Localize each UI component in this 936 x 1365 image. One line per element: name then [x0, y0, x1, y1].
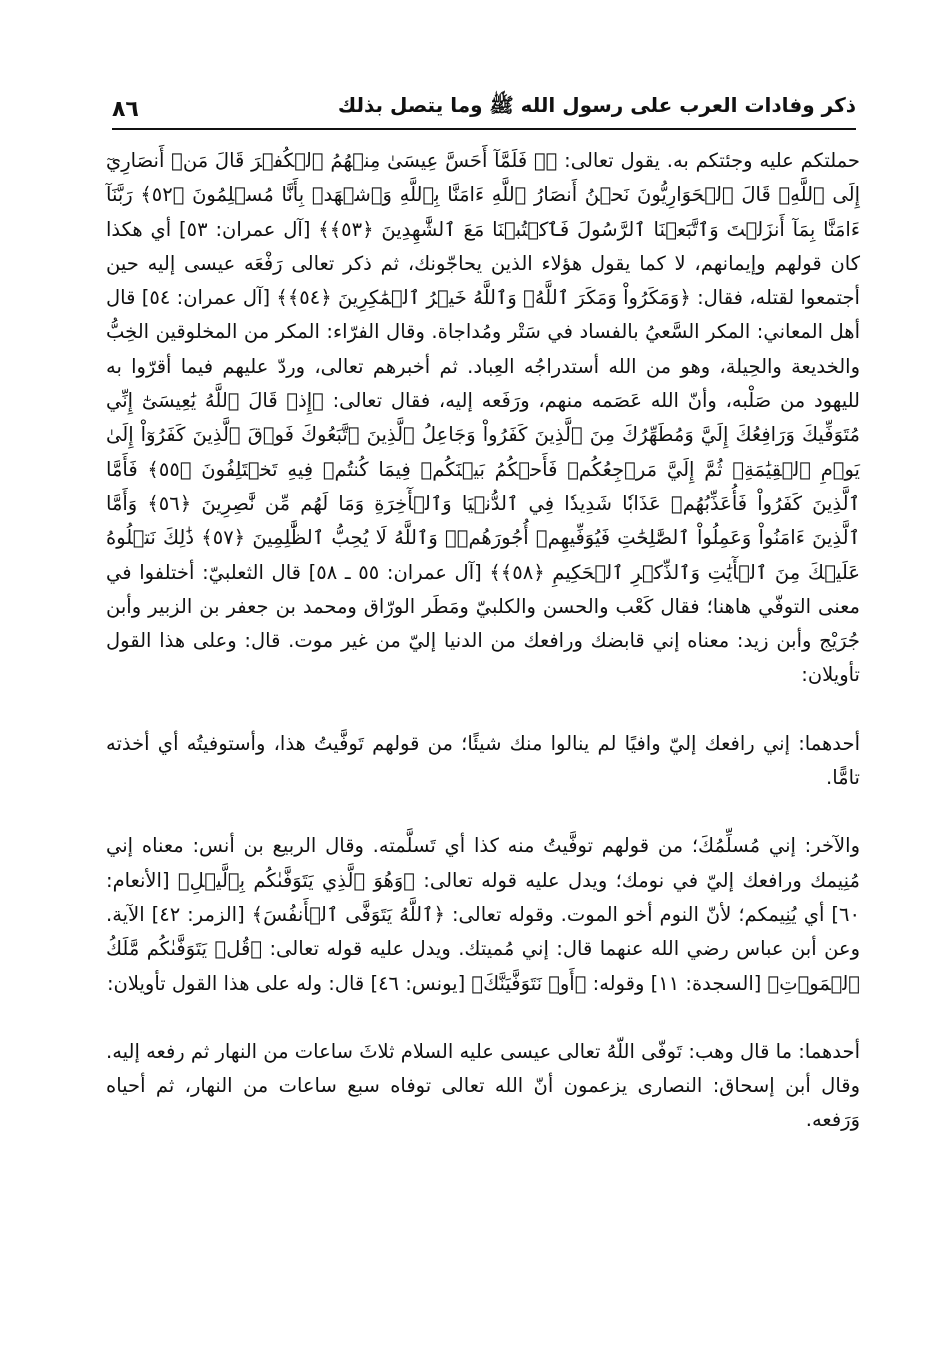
paragraph: حملتكم عليه وجئتكم به. يقول تعالى: ﴿۞ فَلَمَّآ أَحَسَّ عِيسَىٰ مِنۡهُمُ ٱلۡكُفۡرَ قَالَ مَنۡ أَنصَارِيٓ إِلَى ٱللَّهِۖ قَالَ ٱلۡحَوَارِيُّونَ نَحۡنُ أَنصَارُ ٱللَّهِ ءَامَنَّا بِٱللَّهِ وَٱشۡهَدۡ بِأَنَّا مُسۡلِمُونَ ﴿٥٢﴾ رَبَّنَآ ءَامَنَّا بِمَآ أَنزَلۡتَ وَٱتَّبَعۡنَا ٱلرَّسُولَ فَٱكۡتُبۡنَا مَعَ ٱلشَّٰهِدِينَ ﴿٥٣﴾﴾ [آل عمران: ٥٣] أي هكذا كان قولهم وإيمانهم، لا كما يقول هؤلاء الذين يحاجّونك، ثم ذكر تعالى رَفْعَه عيسى إليه حين أجتمعوا لقتله، فقال: ﴿وَمَكَرُواْ وَمَكَرَ ٱللَّهُۖ وَٱللَّهُ خَيۡرُ ٱلۡمَٰكِرِينَ ﴿٥٤﴾﴾ [آل عمران: ٥٤] قال أهل المعاني: المكر السَّعيُ بالفساد في سَتْر ومُداجاة. وقال الفرّاء: المكر من المخلوقين الخِبُّ والخديعة والحِيلة، وهو من الله أستدراجُه العِباد. ثم أخبرهم تعالى، وردّ عليهم فيما أقرّوا به لليهود من صَلْبه، وأنّ الله عَصَمه منهم، ورَفَعه إليه، فقال تعالى: ﴿إِذۡ قَالَ ٱللَّهُ يَٰعِيسَىٰٓ إِنِّي مُتَوَفِّيكَ وَرَافِعُكَ إِلَيَّ وَمُطَهِّرُكَ مِنَ ٱلَّذِينَ كَفَرُواْ وَجَاعِلُ ٱلَّذِينَ ٱتَّبَعُوكَ فَوۡقَ ٱلَّذِينَ كَفَرُوٓاْ إِلَىٰ يَوۡمِ ٱلۡقِيَٰمَةِۖ ثُمَّ إِلَيَّ مَرۡجِعُكُمۡ فَأَحۡكُمُ بَيۡنَكُمۡ فِيمَا كُنتُمۡ فِيهِ تَخۡتَلِفُونَ ﴿٥٥﴾ فَأَمَّا ٱلَّذِينَ كَفَرُواْ فَأُعَذِّبُهُمۡ عَذَابٗا شَدِيدٗا فِي ٱلدُّنۡيَا وَٱلۡأٓخِرَةِ وَمَا لَهُم مِّن نَّٰصِرِينَ ﴿٥٦﴾ وَأَمَّا ٱلَّذِينَ ءَامَنُواْ وَعَمِلُواْ ٱلصَّٰلِحَٰتِ فَيُوَفِّيهِمۡ أُجُورَهُمۡۗ وَٱللَّهُ لَا يُحِبُّ ٱلظَّٰلِمِينَ ﴿٥٧﴾ ذَٰلِكَ نَتۡلُوهُ عَلَيۡكَ مِنَ ٱلۡأٓيَٰتِ وَٱلذِّكۡرِ ٱلۡحَكِيمِ ﴿٥٨﴾﴾ [آل عمران: ٥٥ ـ ٥٨] قال الثعلبيّ: أختلفوا في معنى التوفّي هاهنا؛ فقال كَعْب والحسن والكلبيّ ومَطَر الورّاق ومحمد بن جعفر بن الزبير وأبن جُرَيْج وأبن زيد: معناه إني قابضك ورافعك من الدنيا إليّ من غير موت. قال: وعلى هذا القول تأويلان: — [106, 149, 861, 687]
paragraph: أحدهما: ما قال وهب: تَوفّى اللّهُ تعالى عيسى عليه السلام ثلاثَ ساعات من النهار ثم رفعه إليه. وقال أبن إسحاق: النصارى يزعمون أنّ الله تعالى توفاه سبع ساعات من النهار، ثم أحياه وَرَفعه. — [106, 1039, 860, 1132]
page-number: ٨٦ — [112, 97, 139, 122]
page-header — [112, 92, 856, 130]
body-text — [106, 144, 860, 1138]
running-title: ذكر وفادات العرب على رسول الله ﷺ وما يتصل بذلك — [337, 93, 856, 117]
paragraph: والآخر: إني مُسلِّمُكَ؛ من قولهم توفَّيتُ منه كذا أي تَسلَّمته. وقال الربيع بن أنس: معناه إني مُنِيمك ورافعك إليّ في نومك؛ ويدل عليه قوله تعالى: ﴿وَهُوَ ٱلَّذِي يَتَوَفَّىٰكُم بِٱلَّيۡلِ﴾ [الأنعام: ٦٠] أي يُنِيمكم؛ لأنّ النوم أخو الموت. وقوله تعالى: ﴿ٱللَّهُ يَتَوَفَّى ٱلۡأَنفُسَ﴾ [الزمر: ٤٢] الآية. وعن أبن عباس رضي الله عنهما قال: إني مُميتك. ويدل عليه قوله تعالى: ﴿قُلۡ يَتَوَفَّىٰكُم مَّلَكُ ٱلۡمَوۡتِ﴾ [السجدة: ١١] وقوله: ﴿أَوۡ نَتَوَفَّيَنَّكَ﴾ [يونس: ٤٦] قال: وله على هذا القول تأويلان: — [106, 834, 860, 995]
paragraph: أحدهما: إني رافعك إليّ وافيًا لم ينالوا منك شيئًا؛ من قولهم تَوفَّيتُ هذا، وأستوفيتُه أي أخذته تامًّا. — [106, 731, 860, 790]
